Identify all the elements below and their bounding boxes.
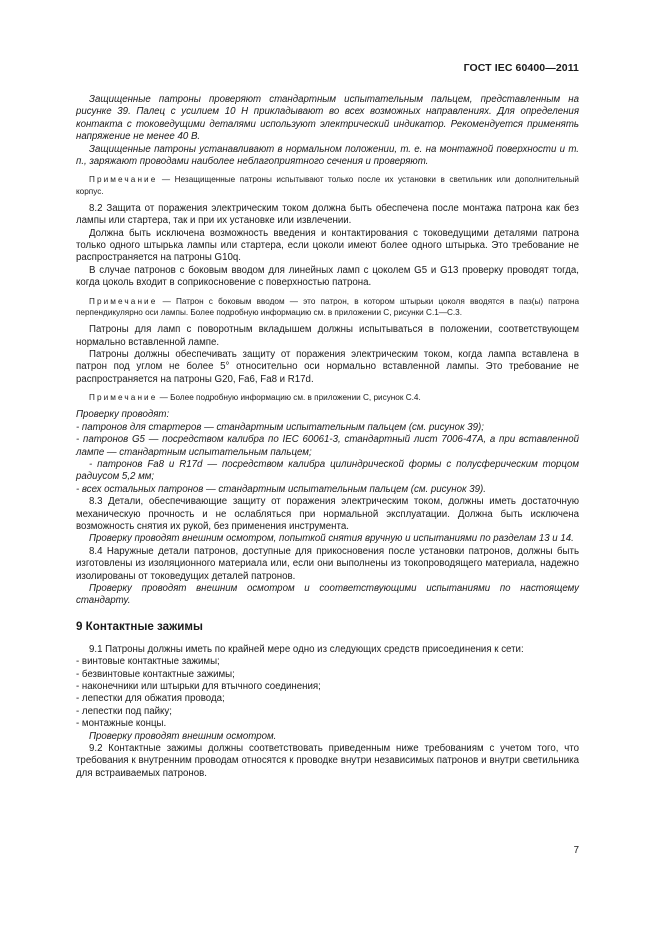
paragraph: В случае патронов с боковым вводом для линейных ламп с цоколем G5 и G13 проверку проводят тогда, когда цоколь входит в соприкосновение с поверхностью патрона. (76, 264, 579, 289)
list-item: - безвинтовые контактные зажимы; (76, 668, 235, 680)
list-item: - лепестки для обжатия провода; (76, 693, 225, 705)
note-text: — Более подробную информацию см. в приложении С, рисунок С.4. (157, 393, 421, 403)
document-header: ГОСТ IEC 60400—2011 (463, 62, 579, 74)
paragraph: Проверку проводят внешним осмотром и соответствующими испытаниями по настоящему стандарту. (76, 583, 579, 607)
paragraph: 9.1 Патроны должны иметь по крайней мере одно из следующих средств присоединения к сети: (89, 643, 524, 655)
paragraph: Патроны должны обеспечивать защиту от поражения электрическим током, когда лампа вставлена в патрон под углом не более 5° относительно оси нормально вставленной лампы. Это требование не распространяется на патроны G20, Fa6, Fa8 и R17d. (76, 348, 579, 385)
paragraph: Защищенные патроны проверяют стандартным испытательным пальцем, представленным на рисунке 39. Палец с усилием 10 Н прикладывают во всех возможных направлениях. Для определения контакта с токоведущими деталями используют электрический индикатор. Рекомендуется применять напряжение не менее 40 В. (76, 94, 579, 143)
check-item: - патронов G5 — посредством калибра по IEC 60061-3, стандартный лист 7006-47А, а при вставленной лампе — стандартным испытательным пальцем; (76, 434, 579, 458)
paragraph: Должна быть исключена возможность введения и контактирования с токоведущими деталями патрона только одного штырька лампы или стартера, если цоколи имеют более одного штырька. Это требование не распространяется на патроны G10q. (76, 227, 579, 264)
check-item: - всех остальных патронов — стандартным испытательным пальцем (см. рисунок 39). (76, 483, 486, 495)
note (76, 296, 579, 318)
note-label: Примечание (89, 296, 158, 306)
check-item: - патронов для стартеров — стандартным испытательным пальцем (см. рисунок 39); (76, 421, 484, 433)
note (76, 392, 579, 403)
list-item: - монтажные концы. (76, 718, 167, 730)
list-item: - лепестки под пайку; (76, 705, 172, 717)
section-heading: 9 Контактные зажимы (76, 619, 203, 633)
note-label: Примечание (89, 175, 158, 185)
note-text: — Незащищенные патроны испытывают только после их установки в светильник или дополнительный корпус. (76, 175, 579, 196)
paragraph: Проверку проводят внешним осмотром, попыткой снятия вручную и испытаниями по разделам 13 и 14. (89, 533, 574, 545)
page-content (76, 94, 579, 780)
list-item: - винтовые контактные зажимы; (76, 656, 220, 668)
paragraph: 8.4 Наружные детали патронов, доступные для прикосновения после установки патронов, должны быть изготовлены из изоляционного материала или, если они выполнены из токопроводящего материала, надежно изолированы от токоведущих деталей патронов. (76, 545, 579, 582)
paragraph: 8.2 Защита от поражения электрическим током должна быть обеспечена после монтажа патрона как без лампы или стартера, так и при их установке или извлечении. (76, 202, 579, 227)
note-text: — Патрон с боковым вводом — это патрон, в котором штырьки цоколя вводятся в паз(ы) патрона перпендикулярно оси лампы. Более подробную информацию см. в приложении С, рисунки С.1—С.3. (76, 296, 579, 317)
note (76, 174, 579, 196)
paragraph: Проверку проводят внешним осмотром. (89, 730, 277, 742)
list-item: - наконечники или штырьки для втычного соединения; (76, 681, 321, 693)
check-intro: Проверку проводят: (76, 409, 170, 421)
paragraph: 9.2 Контактные зажимы должны соответствовать приведенным ниже требованиям с учетом того, что требования к внутренним проводам относятся к проводке внутри независимых патронов и внутри светильника для встраиваемых патронов. (76, 743, 579, 779)
paragraph: 8.3 Детали, обеспечивающие защиту от поражения электрическим током, должны иметь достаточную механическую прочность и не ослабляться при нормальной эксплуатации. Должна быть исключена возможность снятия их рукой, без применения инструмента. (76, 496, 579, 532)
note-label: Примечание (89, 393, 158, 403)
connection-list (76, 656, 579, 730)
paragraph: Защищенные патроны устанавливают в нормальном положении, т. е. на монтажной поверхности и т. п., заряжают проводами наиболее неблагоприятного сечения и проверяют. (76, 143, 579, 168)
page-number: 7 (573, 845, 579, 856)
check-item: - патронов Fa8 и R17d — посредством калибра цилиндрической формы с полусферическим торцом радиусом 5,2 мм; (76, 458, 579, 483)
paragraph: Патроны для ламп с поворотным вкладышем должны испытываться в положении, соответствующем нормально вставленной лампе. (76, 324, 579, 348)
